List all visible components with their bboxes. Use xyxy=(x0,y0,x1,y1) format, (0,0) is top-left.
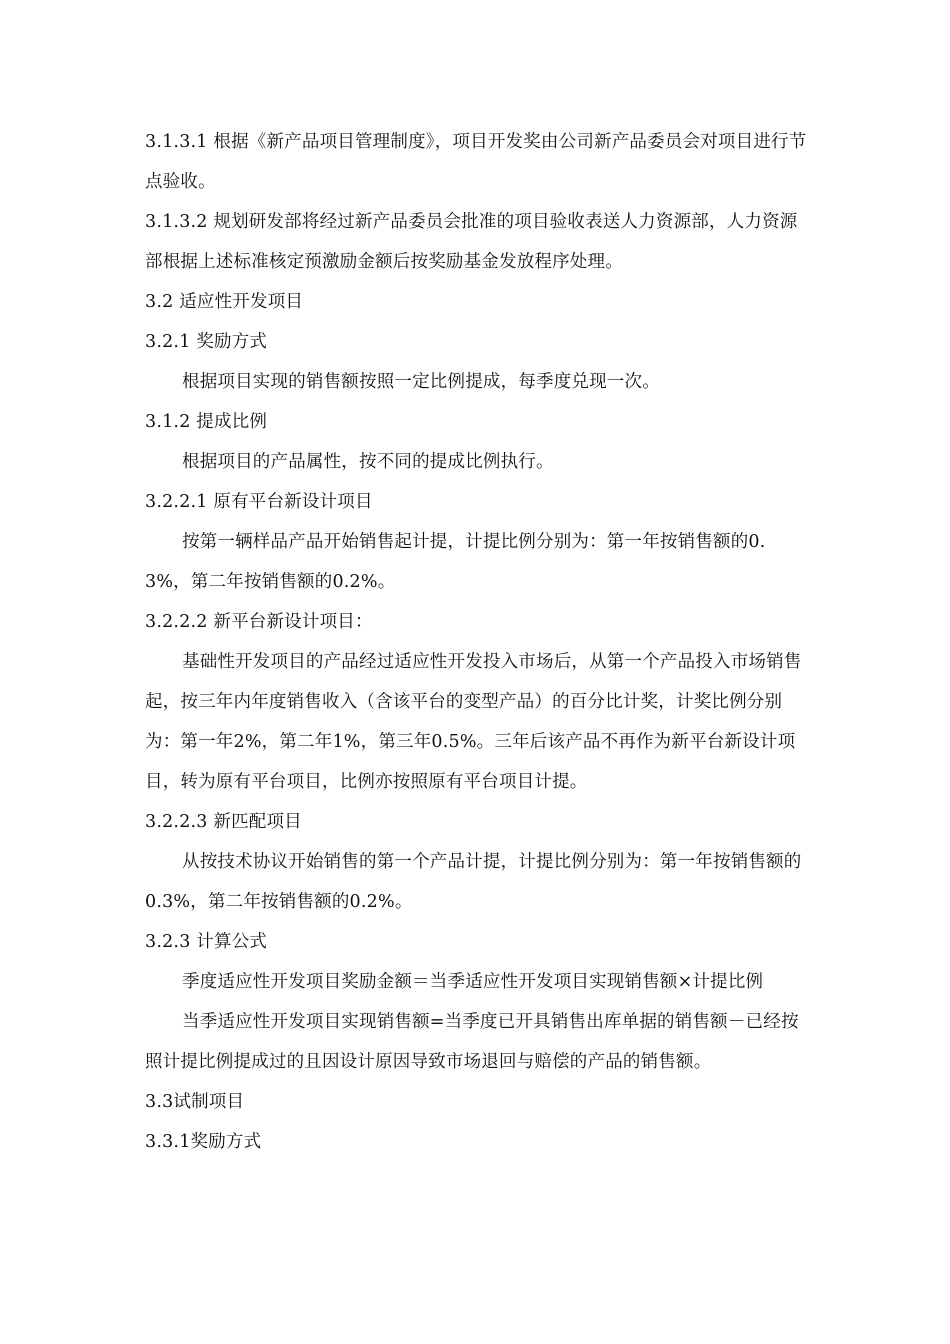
paragraph-formula-1: 季度适应性开发项目奖励金额＝当季适应性开发项目实现销售额×计提比例 xyxy=(182,972,764,992)
heading-3-2-2-3: 3.2.2.3 新匹配项目 xyxy=(145,812,302,832)
paragraph-reward-method: 根据项目实现的销售额按照一定比例提成，每季度兑现一次。 xyxy=(182,372,660,392)
document-body xyxy=(145,122,809,1162)
paragraph-3-1-3-2: 3.1.3.2 规划研发部将经过新产品委员会批准的项目验收表送人力资源部，人力资源部根据上述标准核定预激励金额后按奖励基金发放程序处理。 xyxy=(145,212,798,272)
paragraph-original-platform: 按第一辆样品产品开始销售起计提，计提比例分别为：第一年按销售额的0.3%，第二年按销售额的0.2%。 xyxy=(145,532,766,592)
heading-3-3-1: 3.3.1奖励方式 xyxy=(145,1132,262,1152)
heading-3-2-2-2: 3.2.2.2 新平台新设计项目： xyxy=(145,612,373,632)
heading-3-3: 3.3试制项目 xyxy=(145,1092,245,1112)
paragraph-3-1-3-1: 3.1.3.1 根据《新产品项目管理制度》，项目开发奖由公司新产品委员会对项目进行节点验收。 xyxy=(145,132,807,192)
heading-3-2-3: 3.2.3 计算公式 xyxy=(145,932,268,952)
paragraph-new-matching: 从按技术协议开始销售的第一个产品计提，计提比例分别为：第一年按销售额的0.3%，第二年按销售额的0.2%。 xyxy=(145,852,802,912)
paragraph-commission-ratio: 根据项目的产品属性，按不同的提成比例执行。 xyxy=(182,452,554,472)
paragraph-formula-2: 当季适应性开发项目实现销售额=当季度已开具销售出库单据的销售额－已经按照计提比例提成过的且因设计原因导致市场退回与赔偿的产品的销售额。 xyxy=(145,1012,799,1072)
heading-3-1-2: 3.1.2 提成比例 xyxy=(145,412,268,432)
heading-3-2: 3.2 适应性开发项目 xyxy=(145,292,304,312)
paragraph-new-platform: 基础性开发项目的产品经过适应性开发投入市场后，从第一个产品投入市场销售起，按三年内年度销售收入（含该平台的变型产品）的百分比计奖，计奖比例分别为：第一年2%，第二年1%，第三年0.5%。三年后该产品不再作为新平台新设计项目，转为原有平台项目，比例亦按照原有平台项目计提。 xyxy=(145,652,802,792)
heading-3-2-1: 3.2.1 奖励方式 xyxy=(145,332,268,352)
heading-3-2-2-1: 3.2.2.1 原有平台新设计项目 xyxy=(145,492,373,512)
